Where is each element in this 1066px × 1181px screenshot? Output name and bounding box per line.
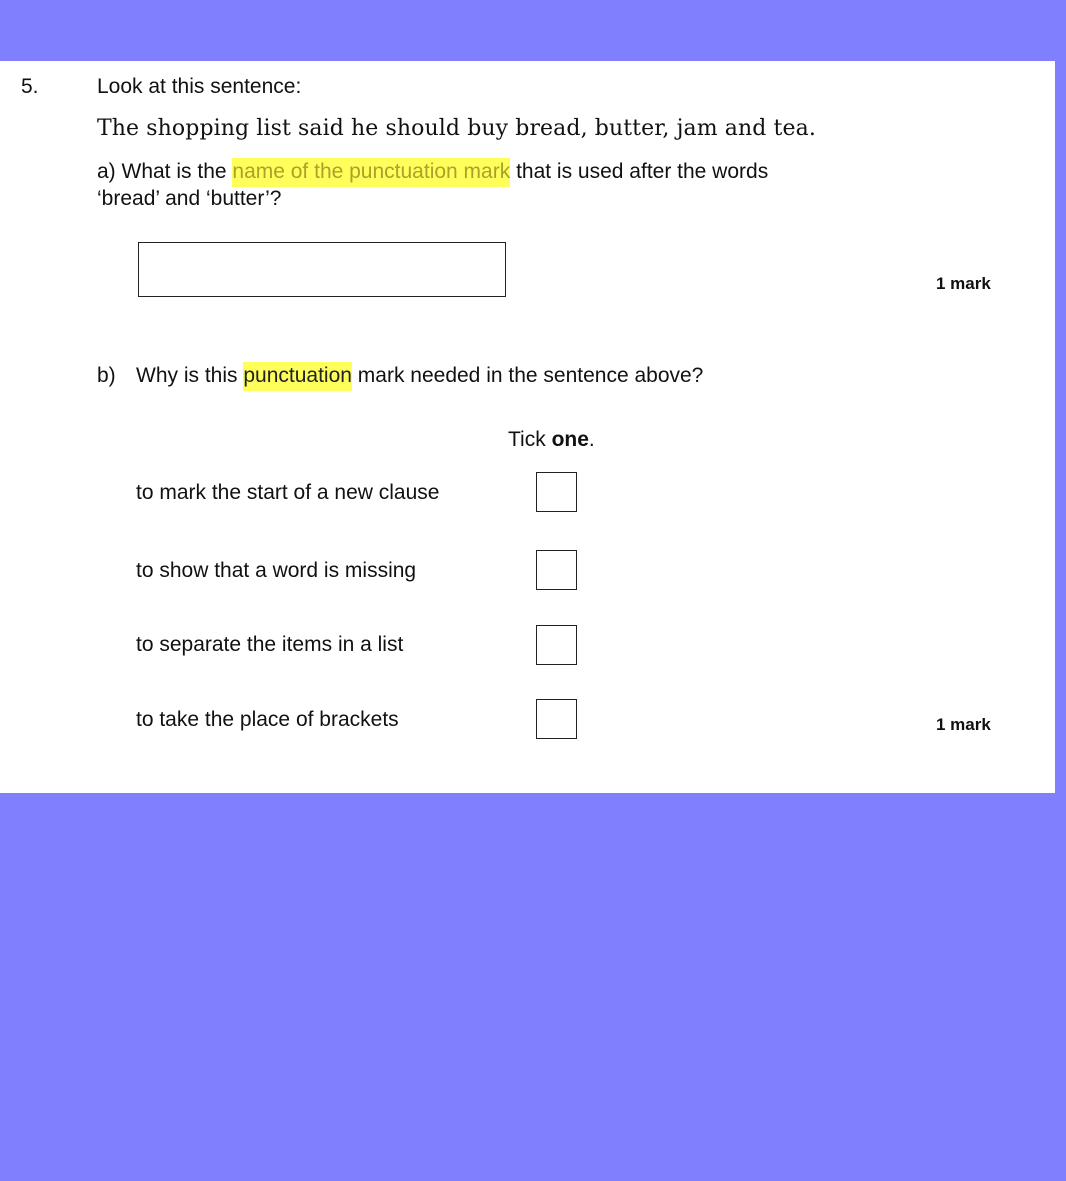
part-a-question-line2: ‘bread’ and ‘butter’? <box>97 187 282 210</box>
option-checkbox-4[interactable] <box>536 699 577 739</box>
part-b-suffix: mark needed in the sentence above? <box>351 364 704 387</box>
part-a-highlight: name of the punctuation mark <box>232 158 510 187</box>
part-a-prefix: a) What is the <box>97 160 233 183</box>
part-a-mark: 1 mark <box>936 274 991 293</box>
part-b-highlight: punctuation <box>243 362 352 391</box>
tick-instruction <box>508 428 595 452</box>
option-label-2: to show that a word is missing <box>136 559 417 582</box>
part-a-question <box>97 160 768 184</box>
part-a-suffix: that is used after the words <box>510 160 769 183</box>
question-page <box>0 61 1055 793</box>
answer-box[interactable] <box>138 242 506 297</box>
question-intro: Look at this sentence: <box>97 75 302 98</box>
part-b-mark: 1 mark <box>936 715 991 734</box>
option-checkbox-2[interactable] <box>536 550 577 590</box>
option-label-3: to separate the items in a list <box>136 633 404 656</box>
option-checkbox-1[interactable] <box>536 472 577 512</box>
tick-prefix: Tick <box>508 428 552 451</box>
tick-bold: one <box>551 428 589 451</box>
tick-suffix: . <box>588 428 595 451</box>
example-sentence: The shopping list said he should buy bread, butter, jam and tea. <box>97 116 816 141</box>
option-checkbox-3[interactable] <box>536 625 577 665</box>
part-b-label: b) <box>97 364 116 387</box>
question-number: 5. <box>21 75 39 98</box>
part-b-prefix: Why is this <box>136 364 244 387</box>
option-label-1: to mark the start of a new clause <box>136 481 440 504</box>
option-label-4: to take the place of brackets <box>136 708 399 731</box>
part-b-question <box>136 364 703 388</box>
